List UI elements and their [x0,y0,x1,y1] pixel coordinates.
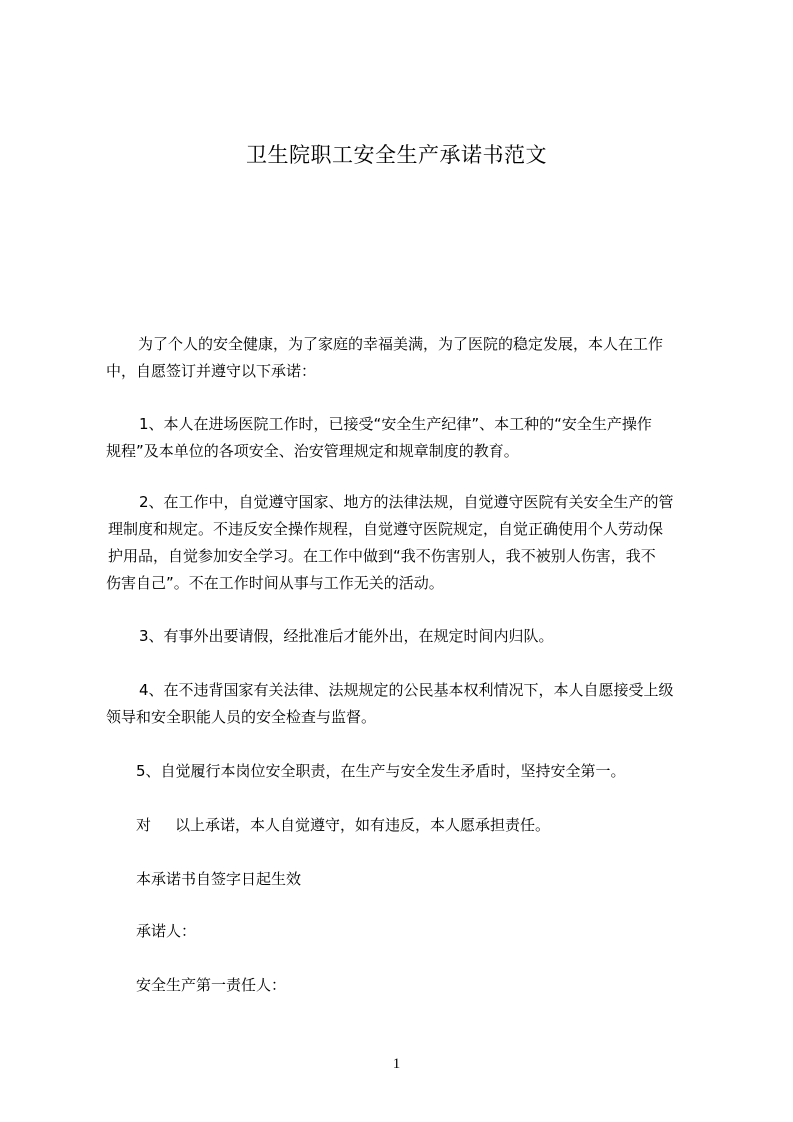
intro-line-1: 为了个人的安全健康，为了家庭的幸福美满，为了医院的稳定发展，本人在工作 [138,335,664,353]
item-3-line-1: 3、有事外出要请假，经批准后才能外出，在规定时间内归队。 [139,627,554,645]
item-2-line-2: 理制度和规定。不违反安全操作规程，自觉遵守医院规定，自觉正确使用个人劳动保 [108,520,664,538]
item-4-line-1: 4、在不违背国家有关法律、法规规定的公民基本权利情况下，本人自愿接受上级 [139,681,674,699]
item-2-line-4: 伤害自己”。不在工作时间从事与工作无关的活动。 [106,574,444,592]
item-4-paragraph [106,677,674,731]
document-title: 卫生院职工安全生产承诺书范文 [246,143,547,167]
item-2-line-1: 2、在工作中，自觉遵守国家、地方的法律法规，自觉遵守医院有关安全生产的管 [139,493,674,511]
item-5-paragraph [136,758,626,785]
effective-statement: 本承诺书自签字日起生效 [136,870,302,888]
page-number: 1 [392,1056,401,1072]
item-1-paragraph [106,411,652,465]
intro-paragraph [106,331,663,385]
item-1-line-1: 1、本人在进场医院工作时，已接受“安全生产纪律”、本工种的“安全生产操作 [139,415,652,433]
intro-line-2: 中，自愿签订并遵守以下承诺： [106,362,317,380]
item-1-line-2: 规程”及本单位的各项安全、治安管理规定和规章制度的教育。 [106,442,519,460]
item-5-line-1: 5、自觉履行本岗位安全职责，在生产与安全发生矛盾时，坚持安全第一。 [136,762,626,780]
closing-prefix: 对 [136,816,152,834]
item-3-paragraph [139,623,554,650]
responsible-person-label: 安全生产第一责任人： [136,976,287,994]
closing-text: 以上承诺，本人自觉遵守，如有违反，本人愿承担责任。 [175,816,551,834]
item-4-line-2: 领导和安全职能人员的安全检查与监督。 [106,708,377,726]
closing-paragraph [136,812,550,839]
item-2-paragraph [106,489,674,597]
item-2-line-3: 护用品，自觉参加安全学习。在工作中做到“我不伤害别人，我不被别人伤害，我不 [108,547,656,565]
signer-label: 承诺人： [136,922,197,940]
